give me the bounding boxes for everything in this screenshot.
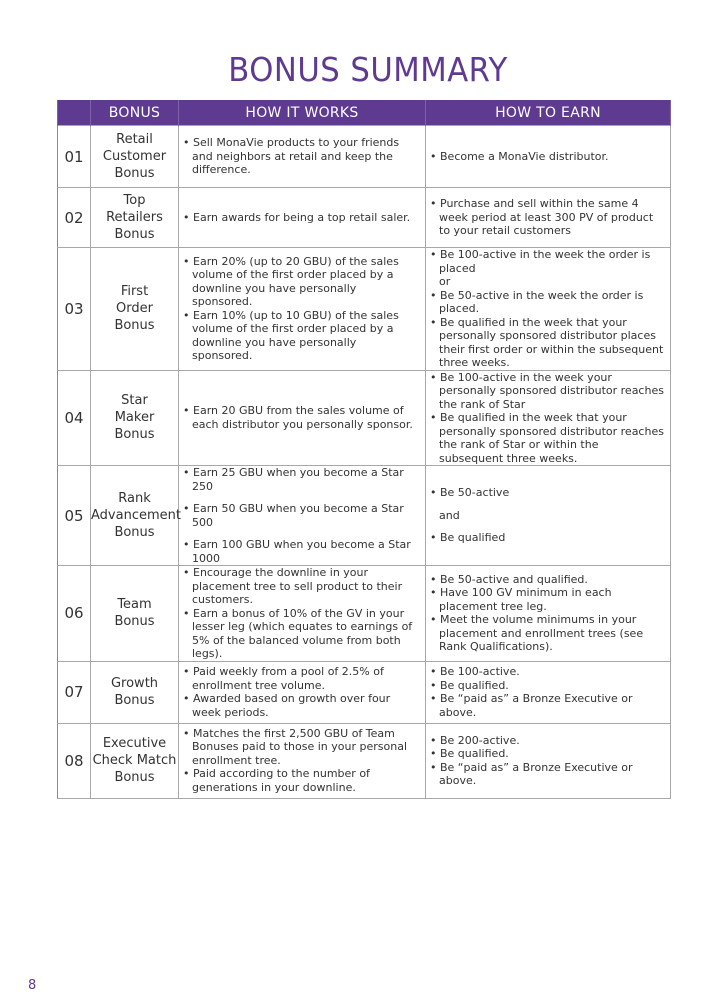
bonus-name-line: Top — [123, 193, 146, 208]
bullet-item: • Be “paid as” a Bronze Executive or above. — [430, 692, 664, 719]
bonus-number: 03 — [58, 248, 91, 371]
bullet-item: • Earn a bonus of 10% of the GV in your lesser leg (which equates to earnings of 5% of the balanced volume from both legs). — [183, 607, 419, 661]
bonus-number: 07 — [58, 661, 91, 723]
page-title: BONUS SUMMARY — [228, 50, 508, 89]
header-num — [58, 100, 91, 126]
table-header-row — [58, 100, 671, 126]
bullet-item: • Awarded based on growth over four week periods. — [183, 692, 419, 719]
spacer — [430, 500, 664, 509]
bonus-name — [91, 370, 179, 466]
bonus-name-line: Executive — [102, 736, 167, 751]
bullet-item: • Earn 25 GBU when you become a Star 250 — [183, 466, 419, 493]
bonus-summary-table — [57, 100, 671, 799]
bonus-name-line: Maker — [114, 410, 155, 426]
how-it-works-cell — [179, 126, 426, 188]
bonus-number: 02 — [58, 188, 91, 248]
how-it-works-cell — [179, 466, 426, 566]
bullet-item: • Encourage the downline in your placement tree to sell product to their customers. — [183, 566, 419, 607]
bullet-item: • Meet the volume minimums in your placement and enrollment trees (see Rank Qualifications). — [430, 613, 664, 654]
how-to-earn-cell — [426, 723, 671, 798]
bullet-item: • Be 50-active and qualified. — [430, 573, 664, 587]
table-row — [58, 661, 671, 723]
bonus-name-line: Bonus — [114, 166, 155, 181]
how-to-earn-cell — [426, 566, 671, 662]
bonus-name — [91, 661, 179, 723]
bonus-name — [91, 566, 179, 662]
bullet-item: • Be qualified in the week that your personally sponsored distributor places their first order or within the subsequent three weeks. — [430, 316, 664, 370]
how-it-works-cell — [179, 661, 426, 723]
bullet-item: • Purchase and sell within the same 4 week period at least 300 PV of product to your retail customers — [430, 197, 664, 238]
bonus-name-line: Bonus — [114, 227, 155, 242]
table-row — [58, 126, 671, 188]
bonus-name-line: Retail — [116, 132, 153, 147]
how-to-earn-cell — [426, 661, 671, 723]
bullet-item: • Be 100-active in the week your personally sponsored distributor reaches the rank of Star — [430, 371, 664, 412]
table-row — [58, 566, 671, 662]
bonus-name — [91, 126, 179, 188]
header-how-it-works: HOW IT WORKS — [179, 100, 426, 126]
bullet-item: • Be qualified. — [430, 747, 664, 761]
bullet-item: • Sell MonaVie products to your friends and neighbors at retail and keep the difference. — [183, 136, 419, 177]
connector-text: or — [439, 275, 451, 288]
bullet-item: • Be “paid as” a Bronze Executive or above. — [430, 761, 664, 788]
page-number: 8 — [28, 978, 37, 993]
bonus-name-line: Retailers — [106, 210, 163, 225]
bonus-name-line: Growth — [110, 676, 159, 691]
how-to-earn-cell — [426, 370, 671, 466]
bonus-name-line: Bonus — [114, 693, 155, 708]
bullet-item: • Be 100-active. — [430, 665, 664, 679]
how-it-works-cell — [179, 248, 426, 371]
bonus-number: 04 — [58, 370, 91, 466]
header-how-to-earn: HOW TO EARN — [426, 100, 671, 126]
bonus-name — [91, 723, 179, 798]
bonus-name — [91, 466, 179, 566]
table-row — [58, 466, 671, 566]
spacer — [183, 493, 419, 502]
bonus-name-line: Bonus — [114, 318, 155, 334]
bonus-name-line: Advancement — [91, 508, 181, 523]
bullet-item: • Be qualified. — [430, 679, 664, 693]
bonus-name-line: Star — [121, 393, 148, 409]
bullet-item: • Be qualified — [430, 531, 664, 545]
table-row — [58, 248, 671, 371]
bonus-name-line: Check Match — [92, 753, 177, 768]
bonus-name-line: Rank — [118, 491, 151, 506]
connector-text: and — [439, 508, 460, 522]
how-to-earn-cell — [426, 126, 671, 188]
bullet-item: • Be 50-active — [430, 486, 664, 500]
table-row — [58, 723, 671, 798]
bonus-name — [91, 248, 179, 371]
bullet-item: • Earn awards for being a top retail saler. — [183, 211, 419, 225]
bonus-name-line: First — [120, 284, 149, 300]
bonus-number: 08 — [58, 723, 91, 798]
bullet-item: • Earn 100 GBU when you become a Star 1000 — [183, 538, 419, 565]
bonus-name-line: Customer — [102, 149, 167, 164]
bullet-item: • Become a MonaVie distributor. — [430, 150, 664, 164]
table-body — [58, 126, 671, 799]
bonus-name-line: Order — [116, 301, 153, 317]
bonus-name-line: Bonus — [114, 525, 155, 540]
bullet-item: • Be 200-active. — [430, 734, 664, 748]
bullet-item: • Be 50-active in the week the order is placed. — [430, 289, 664, 316]
bullet-item: • Be qualified in the week that your personally sponsored distributor reaches the rank of Star or within the subsequent three weeks. — [430, 411, 664, 465]
table-row — [58, 188, 671, 248]
how-to-earn-cell — [426, 188, 671, 248]
bullet-item: • Earn 20 GBU from the sales volume of each distributor you personally sponsor. — [183, 404, 419, 431]
spacer — [183, 529, 419, 538]
header-bonus: BONUS — [91, 100, 179, 126]
how-it-works-cell — [179, 723, 426, 798]
how-it-works-cell — [179, 566, 426, 662]
bonus-name-line: Bonus — [114, 770, 155, 785]
bonus-name-line: Bonus — [114, 614, 155, 630]
bullet-item: • Have 100 GV minimum in each placement tree leg. — [430, 586, 664, 613]
bullet-item: • Be 100-active in the week the order is placed — [430, 248, 664, 275]
table-row — [58, 370, 671, 466]
bonus-number: 05 — [58, 466, 91, 566]
bullet-item: • Matches the first 2,500 GBU of Team Bonuses paid to those in your personal enrollment tree. — [183, 727, 419, 768]
how-it-works-cell — [179, 188, 426, 248]
how-it-works-cell — [179, 370, 426, 466]
bonus-name-line: Team — [117, 597, 152, 613]
how-to-earn-cell — [426, 466, 671, 566]
bonus-name-line: Bonus — [114, 427, 155, 443]
bonus-number: 06 — [58, 566, 91, 662]
spacer — [430, 522, 664, 531]
bullet-item: • Paid according to the number of generations in your downline. — [183, 767, 419, 794]
bonus-name — [91, 188, 179, 248]
bonus-number: 01 — [58, 126, 91, 188]
how-to-earn-cell — [426, 248, 671, 371]
bullet-item: • Paid weekly from a pool of 2.5% of enrollment tree volume. — [183, 665, 419, 692]
bullet-item: • Earn 10% (up to 10 GBU) of the sales volume of the first order placed by a downline you have personally sponsored. — [183, 309, 419, 363]
bullet-item: • Earn 20% (up to 20 GBU) of the sales volume of the first order placed by a downline you have personally sponsored. — [183, 255, 419, 309]
bullet-item: • Earn 50 GBU when you become a Star 500 — [183, 502, 419, 529]
